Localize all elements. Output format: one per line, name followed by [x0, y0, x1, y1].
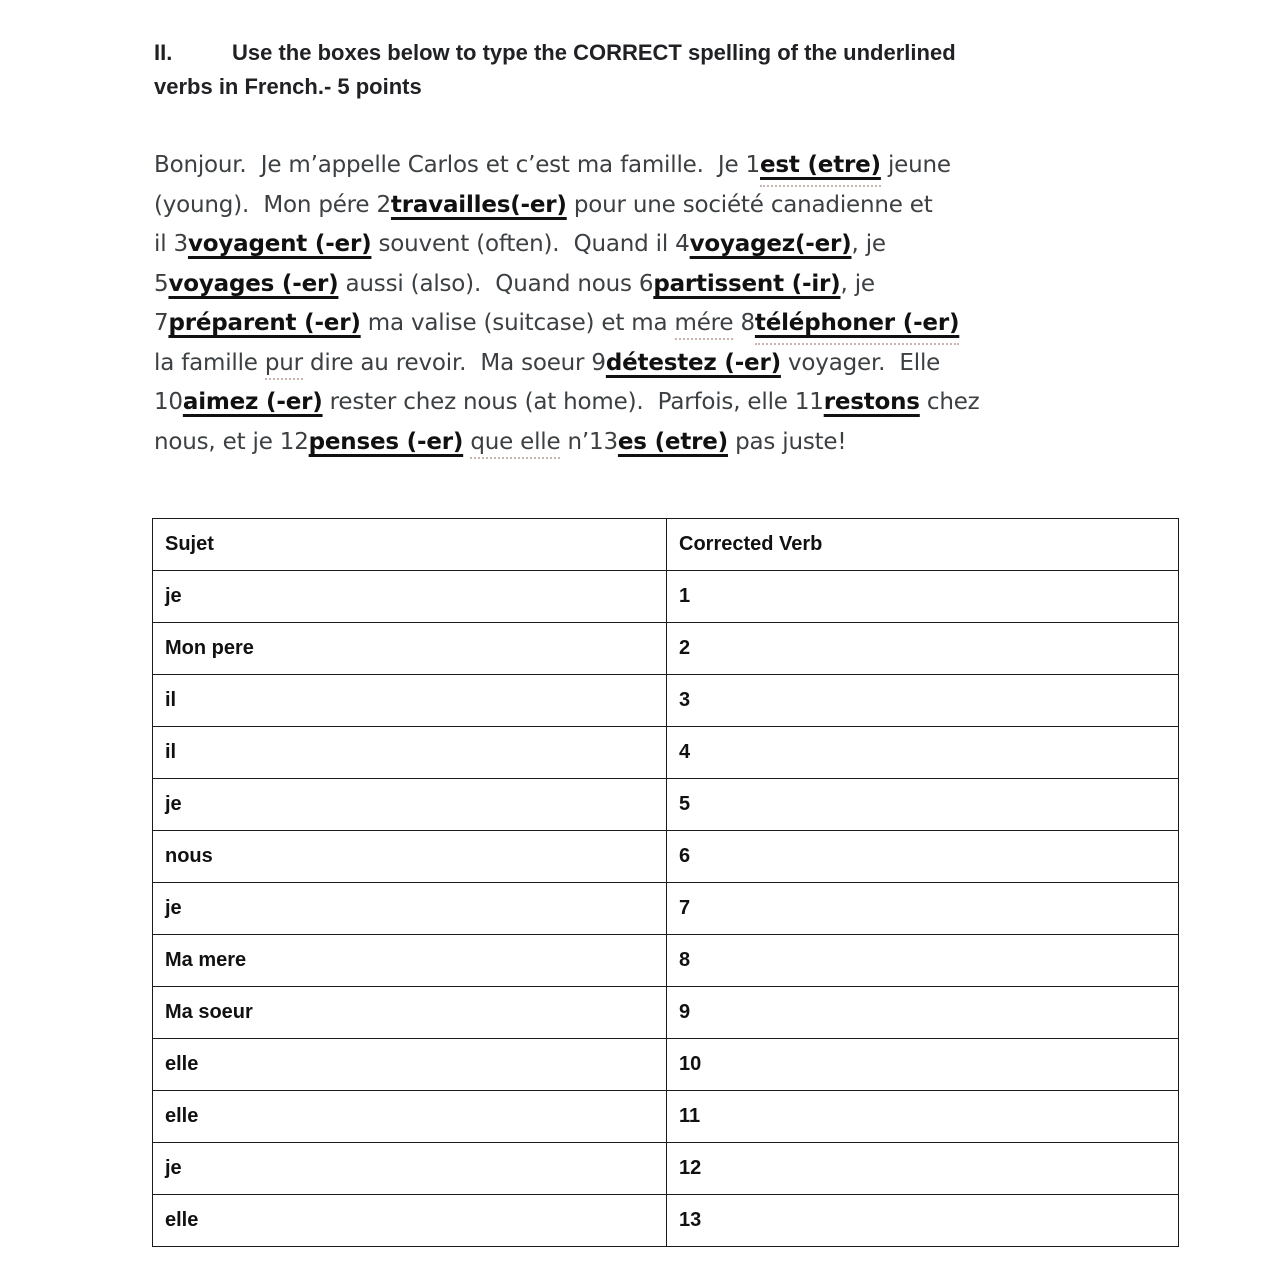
- paragraph-text: il 3: [154, 231, 188, 257]
- paragraph-line: [154, 146, 1280, 186]
- paragraph-text: rester chez nous (at home). Parfois, elle 11: [322, 389, 824, 415]
- paragraph-text: nous, et je 12: [154, 428, 309, 455]
- heading-line-1: [154, 36, 1074, 70]
- heading-line-2: verbs in French.- 5 points: [154, 74, 422, 99]
- table-row: [153, 779, 1179, 831]
- answer-table-body: [153, 571, 1179, 1247]
- underlined-verb: est (etre): [760, 152, 881, 187]
- underlined-verb: téléphoner (-er): [755, 310, 959, 345]
- underlined-verb: aimez (-er): [182, 389, 323, 415]
- sujet-cell: elle: [153, 1195, 667, 1247]
- table-row: [153, 831, 1179, 883]
- underlined-verb: préparent (-er): [168, 310, 361, 336]
- paragraph-text: dire au revoir. Ma soeur 9: [302, 349, 606, 376]
- paragraph-text: n’13: [560, 428, 618, 455]
- paragraph-text: 5: [154, 270, 169, 297]
- paragraph-text: pour une société canadienne et: [566, 191, 933, 218]
- sujet-cell: elle: [153, 1091, 667, 1143]
- paragraph-text: , je: [851, 231, 886, 257]
- paragraph-line: [154, 304, 1280, 344]
- table-row: [153, 1143, 1179, 1195]
- paragraph-text: , je: [840, 270, 875, 297]
- underlined-verb: es (etre): [617, 428, 728, 455]
- table-row: [153, 571, 1179, 623]
- table-row: [153, 727, 1179, 779]
- corrected-verb-cell[interactable]: 9: [667, 987, 1179, 1039]
- sujet-cell: il: [153, 675, 667, 727]
- underlined-verb: voyages (-er): [168, 270, 339, 297]
- underlined-verb: penses (-er): [308, 428, 464, 455]
- paragraph-line: [154, 186, 1280, 226]
- corrected-verb-cell[interactable]: 10: [667, 1039, 1179, 1091]
- table-row: [153, 623, 1179, 675]
- paragraph-text: souvent (often). Quand il 4: [371, 231, 690, 257]
- paragraph-text: jeune: [880, 152, 951, 178]
- paragraph-text: 8: [733, 310, 755, 336]
- corrected-verb-cell[interactable]: 3: [667, 675, 1179, 727]
- sujet-cell: nous: [153, 831, 667, 883]
- paragraph-text: pas juste!: [727, 428, 847, 455]
- paragraph-text: voyager. Elle: [780, 349, 941, 376]
- paragraph-text: (young). Mon pére 2: [154, 191, 391, 218]
- underlined-verb: travailles(-er): [390, 191, 567, 218]
- underlined-verb: détestez (-er): [605, 349, 781, 376]
- sujet-cell: il: [153, 727, 667, 779]
- sujet-cell: Ma mere: [153, 935, 667, 987]
- sujet-cell: je: [153, 1143, 667, 1195]
- sujet-cell: je: [153, 779, 667, 831]
- table-row: [153, 987, 1179, 1039]
- sujet-cell: elle: [153, 1039, 667, 1091]
- paragraph-text: aussi (also). Quand nous 6: [338, 270, 654, 297]
- corrected-verb-cell[interactable]: 6: [667, 831, 1179, 883]
- paragraph-text: 7: [154, 310, 169, 336]
- heading-text-1: Use the boxes below to type the CORRECT spelling of the underlined: [232, 40, 956, 65]
- paragraph-line: [154, 265, 1280, 305]
- sujet-cell: Ma soeur: [153, 987, 667, 1039]
- paragraph-text: ma valise (suitcase) et ma: [360, 310, 675, 336]
- sujet-cell: je: [153, 571, 667, 623]
- corrected-verb-cell[interactable]: 5: [667, 779, 1179, 831]
- paragraph-line: [154, 423, 1280, 463]
- underlined-verb: restons: [823, 389, 920, 415]
- sujet-cell: je: [153, 883, 667, 935]
- corrected-verb-column-header: Corrected Verb: [667, 519, 1179, 571]
- table-row: [153, 1091, 1179, 1143]
- paragraph-line: [154, 383, 1280, 423]
- paragraph-line: [154, 225, 1280, 265]
- paragraph-line: [154, 344, 1280, 384]
- corrected-verb-cell[interactable]: 11: [667, 1091, 1179, 1143]
- corrected-verb-cell[interactable]: 1: [667, 571, 1179, 623]
- answer-table: [152, 518, 1179, 1247]
- exercise-heading: [154, 36, 1074, 104]
- corrected-verb-cell[interactable]: 13: [667, 1195, 1179, 1247]
- underlined-verb: voyagez(-er): [689, 231, 852, 257]
- table-row: [153, 935, 1179, 987]
- paragraph-text: Bonjour. Je m’appelle Carlos et c’est ma famille. Je 1: [154, 152, 760, 178]
- paragraph-text: mére: [675, 310, 734, 340]
- underlined-verb: voyagent (-er): [187, 231, 372, 257]
- corrected-verb-cell[interactable]: 7: [667, 883, 1179, 935]
- corrected-verb-cell[interactable]: 4: [667, 727, 1179, 779]
- sujet-column-header: Sujet: [153, 519, 667, 571]
- underlined-verb: partissent (-ir): [653, 270, 841, 297]
- table-row: [153, 883, 1179, 935]
- paragraph-text: la famille: [154, 349, 265, 376]
- table-row: [153, 1195, 1179, 1247]
- corrected-verb-cell[interactable]: 12: [667, 1143, 1179, 1195]
- exercise-paragraph: [154, 146, 1280, 462]
- header-row: [153, 519, 1179, 571]
- table-row: [153, 675, 1179, 727]
- exercise-number: II.: [154, 40, 173, 65]
- paragraph-text: que elle: [470, 429, 560, 459]
- paragraph-text: 10: [154, 389, 183, 415]
- table-row: [153, 1039, 1179, 1091]
- corrected-verb-cell[interactable]: 2: [667, 623, 1179, 675]
- sujet-cell: Mon pere: [153, 623, 667, 675]
- corrected-verb-cell[interactable]: 8: [667, 935, 1179, 987]
- paragraph-text: pur: [265, 350, 303, 380]
- answer-table-head: [153, 519, 1179, 571]
- paragraph-text: chez: [919, 389, 980, 415]
